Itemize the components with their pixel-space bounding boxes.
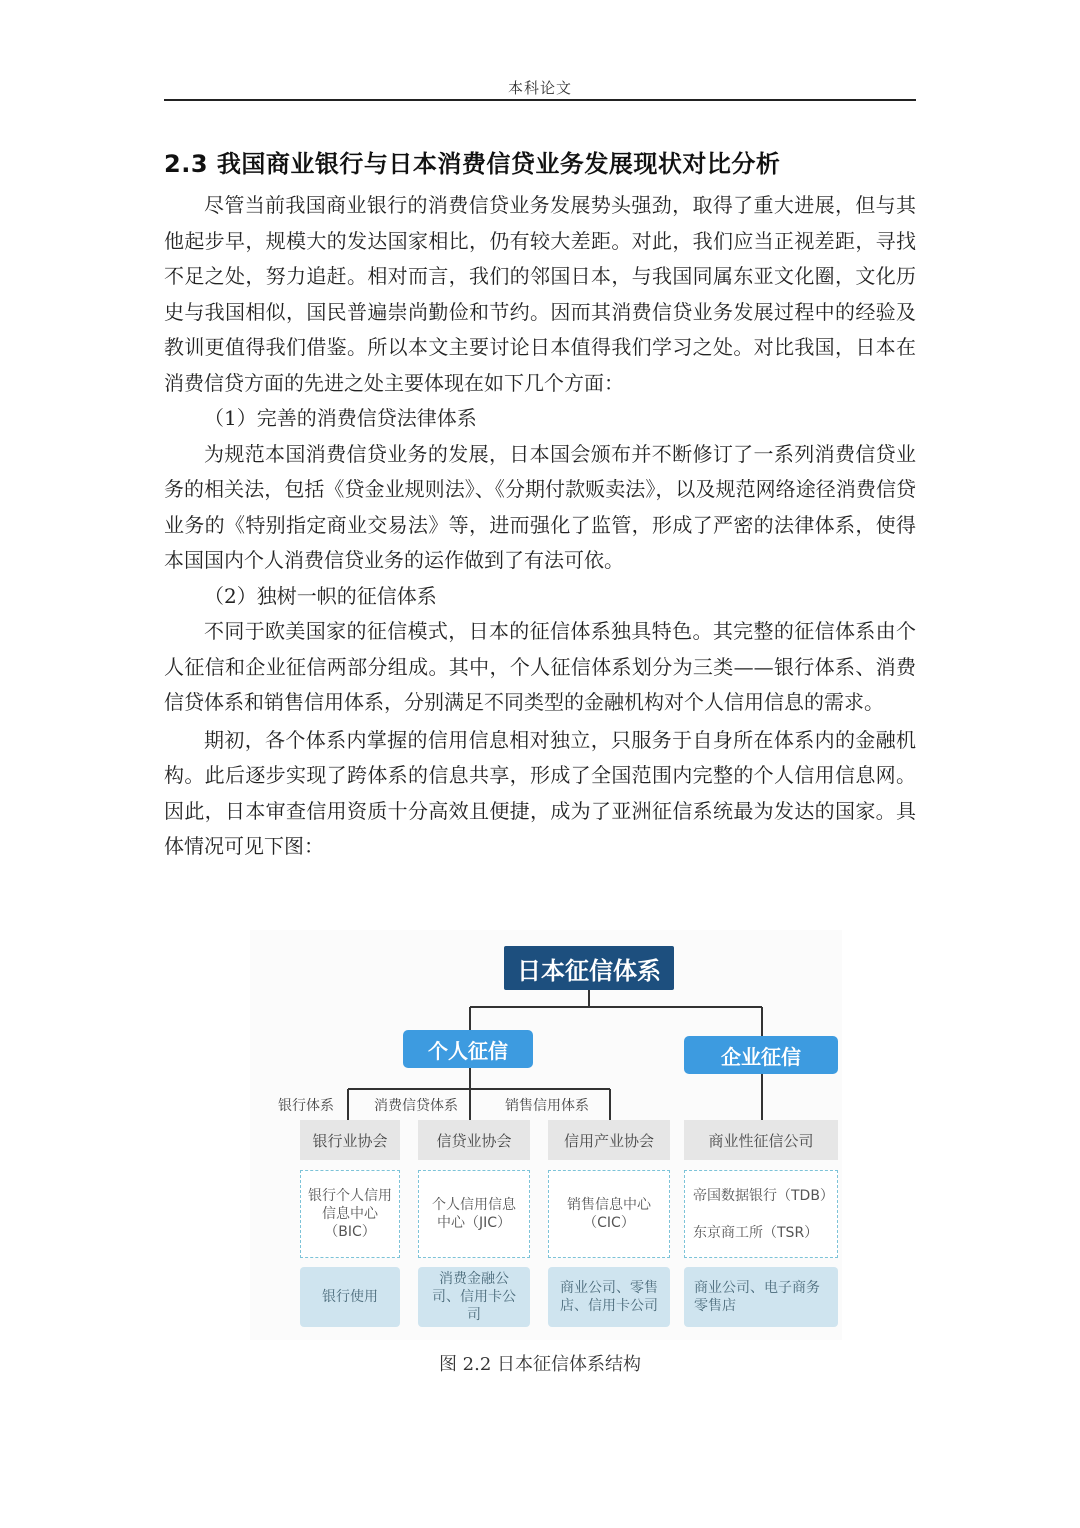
subheading-credit: （2）独树一帜的征信体系 <box>204 583 437 608</box>
center-bic: 银行个人信用信息中心（BIC） <box>300 1170 400 1258</box>
paragraph-history: 期初，各个体系内掌握的信用信息相对独立，只服务于自身所在体系内的金融机构。此后逐步实现了跨体系的信息共享，形成了全国范围内完整的个人信用信息网。因此，日本审查信用资质十分高效且便捷，成为了亚洲征信系统最为发达的国家。具体情况可见下图： <box>164 727 916 858</box>
personal-credit-node: 个人征信 <box>403 1030 533 1068</box>
user-ecommerce: 商业公司、电子商务零售店 <box>684 1267 838 1327</box>
bank-association: 银行业协会 <box>300 1120 400 1160</box>
body-text <box>164 188 916 865</box>
paragraph-intro: 尽管当前我国商业银行的消费信贷业务发展势头强劲，取得了重大进展，但与其他起步早，规模大的发达国家相比，仍有较大差距。对此，我们应当正视差距，寻找不足之处，努力追赶。相对而言，我们的邻国日本，与我国同属东亚文化圈，文化历史与我国相似，国民普遍崇尚勤俭和节约。因而其消费信贷业务发展过程中的经验及教训更值得我们借鉴。所以本文主要讨论日本值得我们学习之处。对比我国，日本在消费信贷方面的先进之处主要体现在如下几个方面： <box>164 193 916 395</box>
center-tsr: 东京商工所（TSR） <box>693 1224 819 1241</box>
label-bank-system: 银行体系 <box>276 1095 336 1115</box>
credit-association: 信贷业协会 <box>418 1120 530 1160</box>
user-consumer-finance: 消费金融公司、信用卡公司 <box>418 1267 530 1327</box>
center-tdb: 帝国数据银行（TDB） <box>693 1187 834 1204</box>
user-bank: 银行使用 <box>300 1267 400 1327</box>
page-header: 本科论文 <box>507 79 572 97</box>
corporate-credit-node: 企业征信 <box>684 1036 838 1074</box>
label-sales-credit-system: 销售信用体系 <box>503 1095 591 1115</box>
figure-caption: 图 2.2 日本征信体系结构 <box>438 1354 642 1375</box>
credit-industry-association: 信用产业协会 <box>548 1120 670 1160</box>
header-rule <box>164 99 916 101</box>
root-node: 日本征信体系 <box>504 946 674 990</box>
center-tdb-tsr <box>684 1170 838 1258</box>
center-jic: 个人信用信息中心（JIC） <box>418 1170 530 1258</box>
paragraph-credit: 不同于欧美国家的征信模式，日本的征信体系独具特色。其完整的征信体系由个人征信和企业征信两部分组成。其中，个人征信体系划分为三类——银行体系、消费信贷体系和销售信用体系，分别满足不同类型的金融机构对个人信用信息的需求。 <box>164 619 916 714</box>
commercial-credit-company: 商业性征信公司 <box>684 1120 838 1160</box>
center-cic: 销售信息中心（CIC） <box>548 1170 670 1258</box>
label-consumer-credit-system: 消费信贷体系 <box>372 1095 460 1115</box>
paragraph-law: 为规范本国消费信贷业务的发展，日本国会颁布并不断修订了一系列消费信贷业务的相关法，包括《贷金业规则法》、《分期付款贩卖法》，以及规范网络途径消费信贷业务的《特别指定商业交易法》等，进而强化了监管，形成了严密的法律体系，使得本国国内个人消费信贷业务的运作做到了有法可依。 <box>164 441 916 572</box>
section-title: 2.3 我国商业银行与日本消费信贷业务发展现状对比分析 <box>164 150 781 178</box>
subheading-law: （1）完善的消费信贷法律体系 <box>204 406 477 430</box>
credit-system-diagram <box>250 930 842 1340</box>
user-retail: 商业公司、零售店、信用卡公司 <box>548 1267 670 1327</box>
